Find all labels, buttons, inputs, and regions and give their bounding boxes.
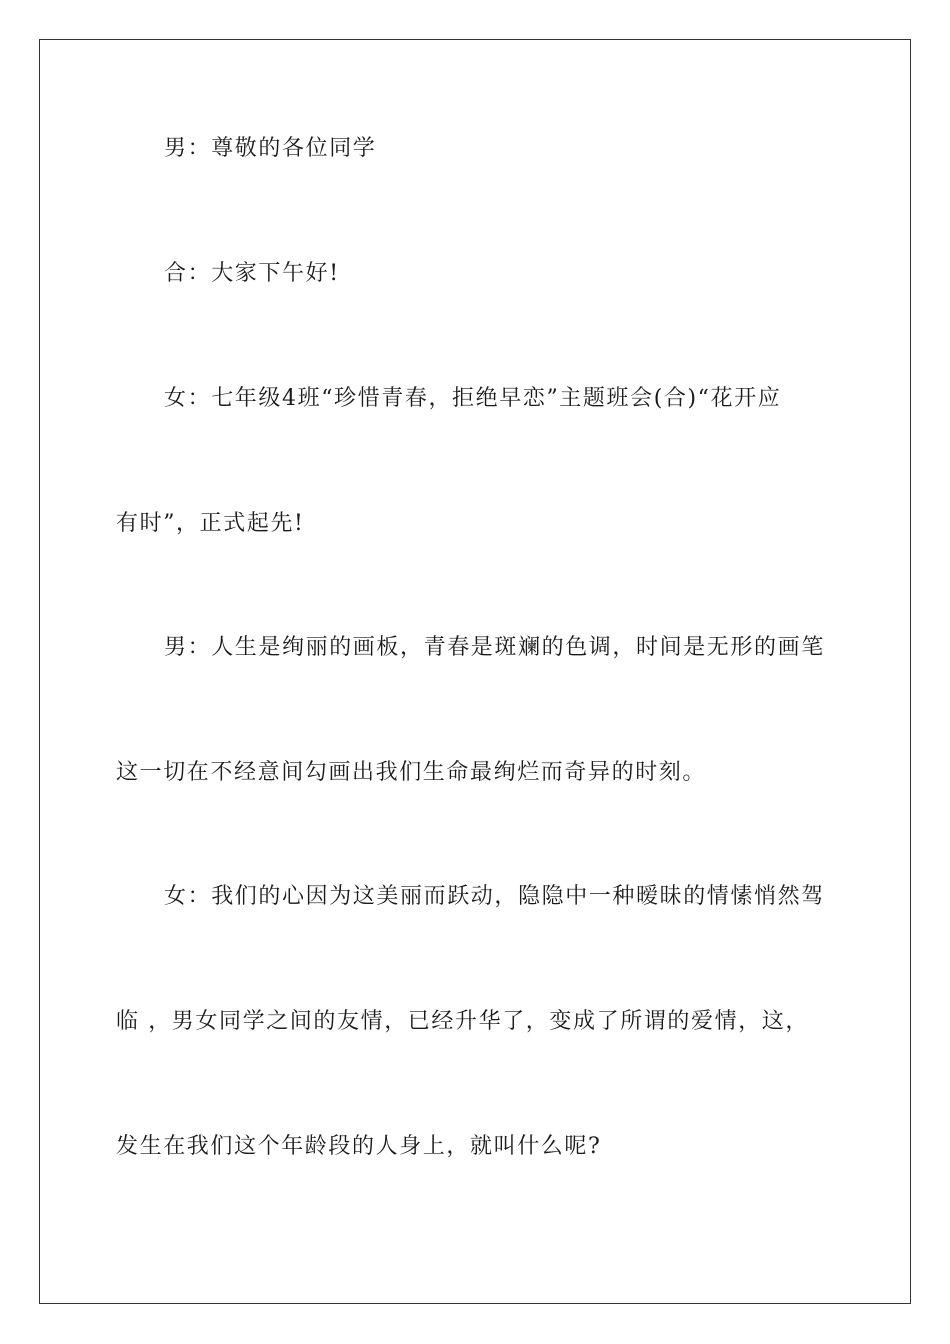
dialogue-line-male-life-cont: 这一切在不经意间勾画出我们生命最绚烂而奇异的时刻。 bbox=[116, 760, 707, 785]
dialogue-line-male-greeting: 男：尊敬的各位同学 bbox=[164, 136, 377, 161]
dialogue-line-female-heart: 女：我们的心因为这美丽而跃动，隐隐中一种暧昧的情愫悄然驾 bbox=[164, 884, 825, 909]
dialogue-line-female-question: 发生在我们这个年龄段的人身上，就叫什么呢? bbox=[116, 1134, 602, 1159]
dialogue-line-male-life: 男：人生是绚丽的画板，青春是斑斓的色调，时间是无形的画笔 bbox=[164, 635, 825, 660]
page-border bbox=[39, 39, 911, 1304]
dialogue-line-together-greeting: 合：大家下午好! bbox=[164, 261, 340, 286]
dialogue-line-female-heart-cont: 临 ，男女同学之间的友情，已经升华了，变成了所谓的爱情，这， bbox=[116, 1009, 809, 1034]
dialogue-line-female-intro-cont: 有时”，正式起先! bbox=[116, 511, 305, 536]
dialogue-line-female-intro: 女：七年级4班“珍惜青春，拒绝早恋”主题班会(合)“花开应 bbox=[164, 386, 782, 411]
